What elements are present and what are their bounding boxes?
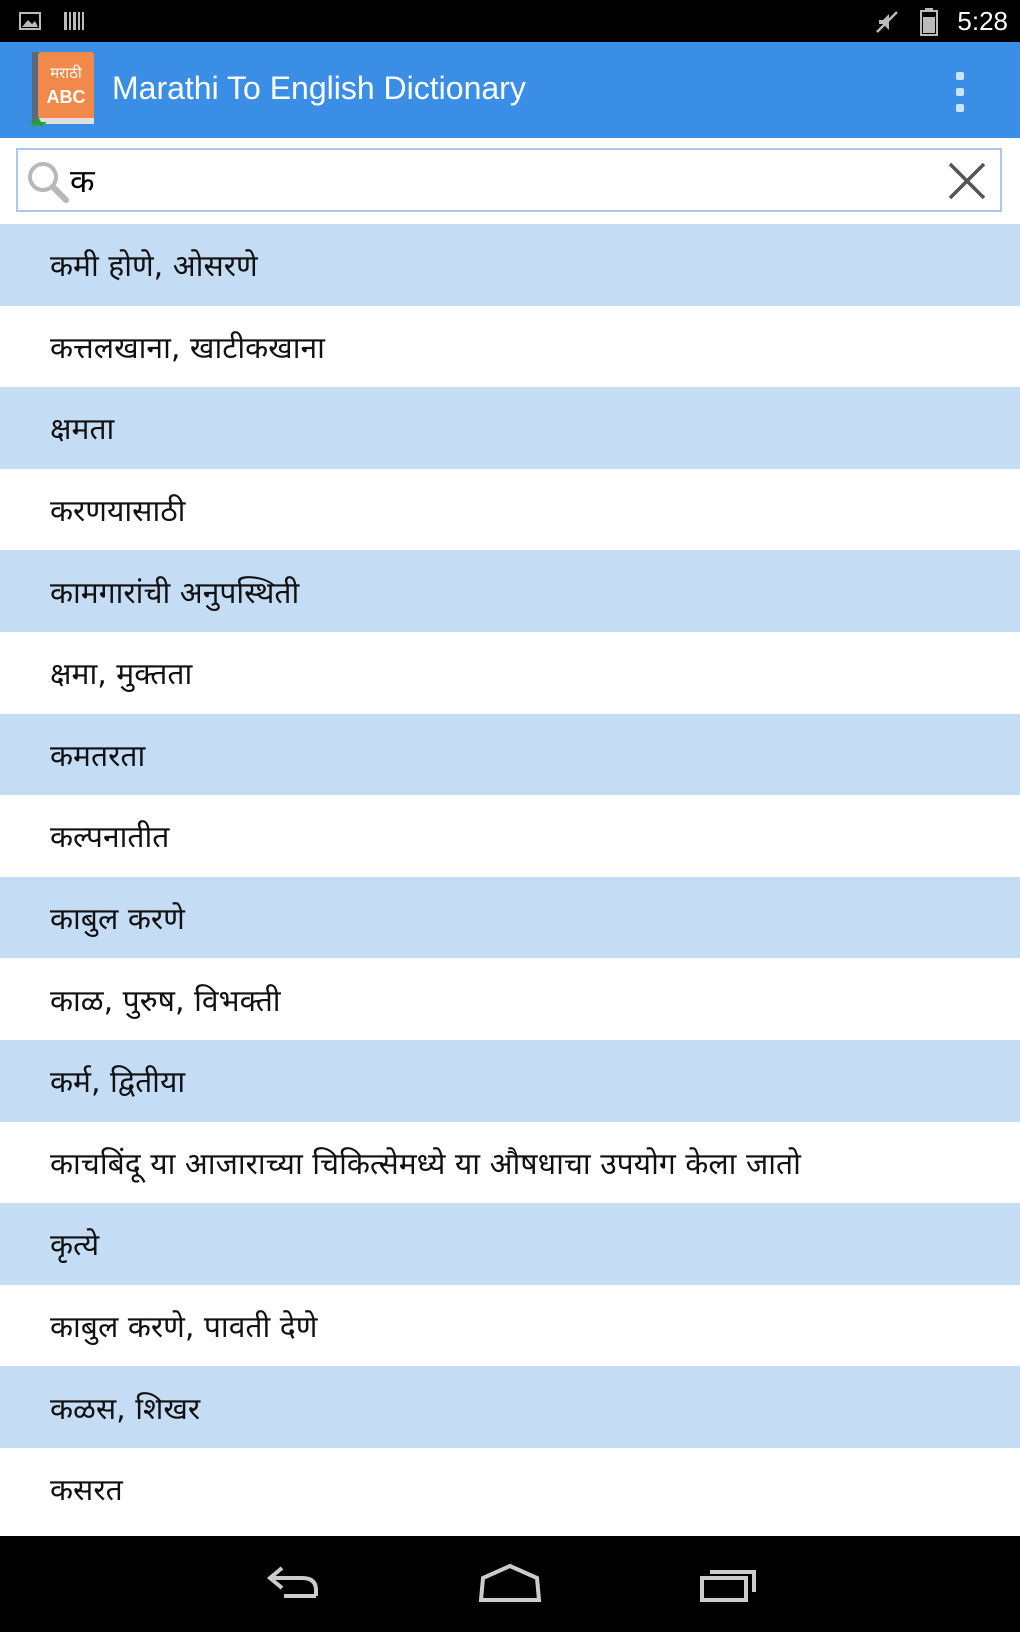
app-logo-icon	[28, 48, 98, 128]
result-list	[0, 224, 1020, 1536]
app-logo-bottom-text: ABC	[46, 87, 86, 107]
list-item[interactable]: काबुल करणे, पावती देणे	[0, 1285, 1020, 1367]
muted-icon	[873, 8, 901, 36]
search-icon	[24, 158, 72, 206]
list-item[interactable]: कमी होणे, ओसरणे	[0, 224, 1020, 306]
status-time: 5:28	[957, 6, 1008, 36]
status-bar	[0, 0, 1020, 42]
clear-search-icon[interactable]	[942, 156, 992, 206]
app-title: Marathi To English Dictionary	[112, 70, 526, 106]
list-item[interactable]: करणयासाठी	[0, 469, 1020, 551]
list-item[interactable]: कसरत	[0, 1448, 1020, 1530]
image-notification-icon	[18, 9, 42, 33]
list-item[interactable]: कर्म, द्वितीया	[0, 1040, 1020, 1122]
list-item[interactable]: कृत्ये	[0, 1203, 1020, 1285]
back-icon[interactable]	[258, 1560, 328, 1610]
app-bar	[0, 42, 1020, 138]
list-item[interactable]: कत्तलखाना, खाटीकखाना	[0, 306, 1020, 388]
overflow-menu-icon[interactable]	[954, 72, 966, 112]
search-input[interactable]	[70, 154, 930, 206]
battery-icon	[919, 7, 939, 37]
list-item[interactable]: काळ, पुरुष, विभक्ती	[0, 958, 1020, 1040]
search-area	[0, 138, 1020, 224]
list-item[interactable]: क्षमता	[0, 387, 1020, 469]
search-box	[16, 148, 1002, 212]
list-item[interactable]: क्षमा, मुक्तता	[0, 632, 1020, 714]
home-icon[interactable]	[475, 1560, 545, 1610]
recents-icon[interactable]	[694, 1560, 764, 1610]
list-item[interactable]: काबुल करणे	[0, 877, 1020, 959]
navigation-bar	[0, 1536, 1020, 1632]
list-item[interactable]: कामगारांची अनुपस्थिती	[0, 550, 1020, 632]
list-item[interactable]: काचबिंदू या आजाराच्या चिकित्सेमध्ये या औषधाचा उपयोग केला जातो	[0, 1122, 1020, 1204]
list-item[interactable]: कमतरता	[0, 714, 1020, 796]
list-item[interactable]: कळस, शिखर	[0, 1366, 1020, 1448]
list-item[interactable]: कल्पनातीत	[0, 795, 1020, 877]
app-logo-top-text: मराठी	[50, 64, 82, 82]
barcode-notification-icon	[62, 9, 86, 33]
